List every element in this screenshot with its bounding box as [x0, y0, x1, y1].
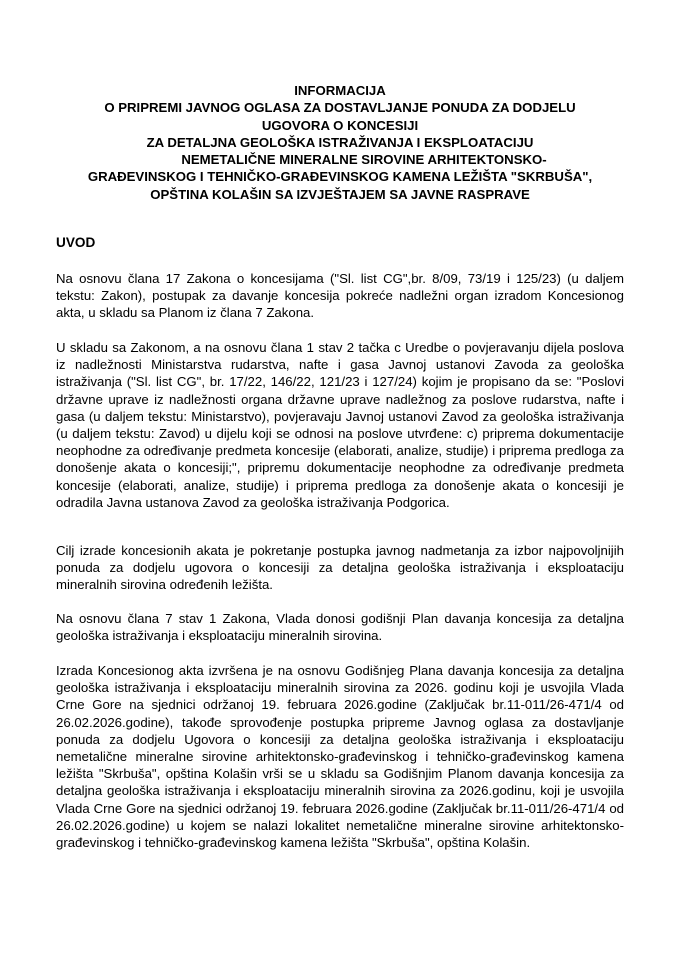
document-page	[56, 0, 624, 960]
paragraph: U skladu sa Zakonom, a na osnovu člana 1 stav 2 tačka c Uredbe o povjeravanju dijela poslova iz nadležnosti Ministarstva rudarstva, nafte i gasa Javnoj ustanovi Zavoda za geološka istraživanja ("Sl. list CG", br. 17/22, 146/22, 121/23 i 127/24) kojim je propisano da se: "Poslovi državne uprave iz nadležnosti organa državne uprave nadležnog za poslove rudarstva, nafte i gasa (u daljem tekstu: Ministarstvo), povjeravaju Javnoj ustanovi Zavod za geološka istraživanja (u daljem tekstu: Zavod) u dijelu koji se odnosi na poslove utvrđene: c) priprema dokumentacije neophodne za određivanje predmeta koncesije (elaborati, analize, studije) i priprema predloga za donošenje akata o koncesiji;", pripremu dokumentacije neophodne za određivanje predmeta koncesije (elaborati, analize, studije) i priprema predloga za donošenje akata o koncesiji je odradila Javna ustanova Zavod za geološka istraživanja Podgorica.	[56, 340, 624, 510]
paragraph: Cilj izrade koncesionih akata je pokretanje postupka javnog nadmetanja za izbor najpovoljnijih ponuda za dodjelu ugovora o koncesiji za detaljna geološka istraživanja i eksploataciju mineralnih sirovina određenih ležišta.	[56, 543, 624, 593]
paragraph: Izrada Koncesionog akta izvršena je na osnovu Godišnjeg Plana davanja koncesija za detaljna geološka istraživanja i eksploataciju mineralnih sirovina za 2026. godinu koji je usvojila Vlada Crne Gore na sjednici održanoj 19. februara 2026.godine (Zaključak br.11-011/26-471/4 od 26.02.2026.godine), takođe sprovođenje postupka pripreme Javnog oglasa za dostavljanje ponuda za dodjelu Ugovora o koncesiji za detaljna geološka istraživanja i eksploataciju nemetalične mineralne sirovine arhitektonsko-građevinskog i tehničko-građevinskog kamena ležišta "Skrbuša", opština Kolašin vrši se u skladu sa Godišnjim Planom davanja koncesija za detaljna geološka istraživanja i eksploataciju mineralnih sirovina za 2026.godinu, koji je usvojila Vlada Crne Gore na sjednici održanoj 19. februara 2026.godine (Zaključak br.11-011/26-471/4 od 26.02.2026.godine) u kojem se nalazi lokalitet nemetalične mineralne sirovine arhitektonsko-građevinskog i tehničko-građevinskog kamena ležišta "Skrbuša", opština Kolašin.	[56, 663, 624, 851]
title-line: ZA DETALJNA GEOLOŠKA ISTRAŽIVANJA I EKSPLOATACIJU	[146, 134, 534, 150]
paragraph: Na osnovu člana 17 Zakona o koncesijama ("Sl. list CG",br. 8/09, 73/19 i 125/23) (u daljem tekstu: Zakon), postupak za davanje koncesija pokreće nadležni organ izradom Koncesionog akta, u skladu sa Planom iz člana 7 Zakona.	[56, 271, 624, 321]
title-line: UGOVORA O KONCESIJI	[261, 117, 419, 133]
document-title	[56, 82, 624, 203]
title-line: O PRIPREMI JAVNOG OGLASA ZA DOSTAVLJANJE PONUDA ZA DODJELU	[104, 100, 576, 116]
title-line: NEMETALIČNE MINERALNE SIROVINE ARHITEKTONSKO-	[181, 152, 547, 168]
paragraph: Na osnovu člana 7 stav 1 Zakona, Vlada donosi godišnji Plan davanja koncesija za detaljna geološka istraživanja i eksploataciju mineralnih sirovina.	[56, 611, 624, 644]
title-line: OPŠTINA KOLAŠIN SA IZVJEŠTAJEM SA JAVNE RASPRAVE	[150, 186, 530, 202]
section-heading: UVOD	[56, 235, 96, 250]
title-line: GRAĐEVINSKOG I TEHNIČKO-GRAĐEVINSKOG KAMENA LEŽIŠTA "SKRBUŠA",	[87, 169, 593, 185]
title-line: INFORMACIJA	[294, 83, 386, 98]
